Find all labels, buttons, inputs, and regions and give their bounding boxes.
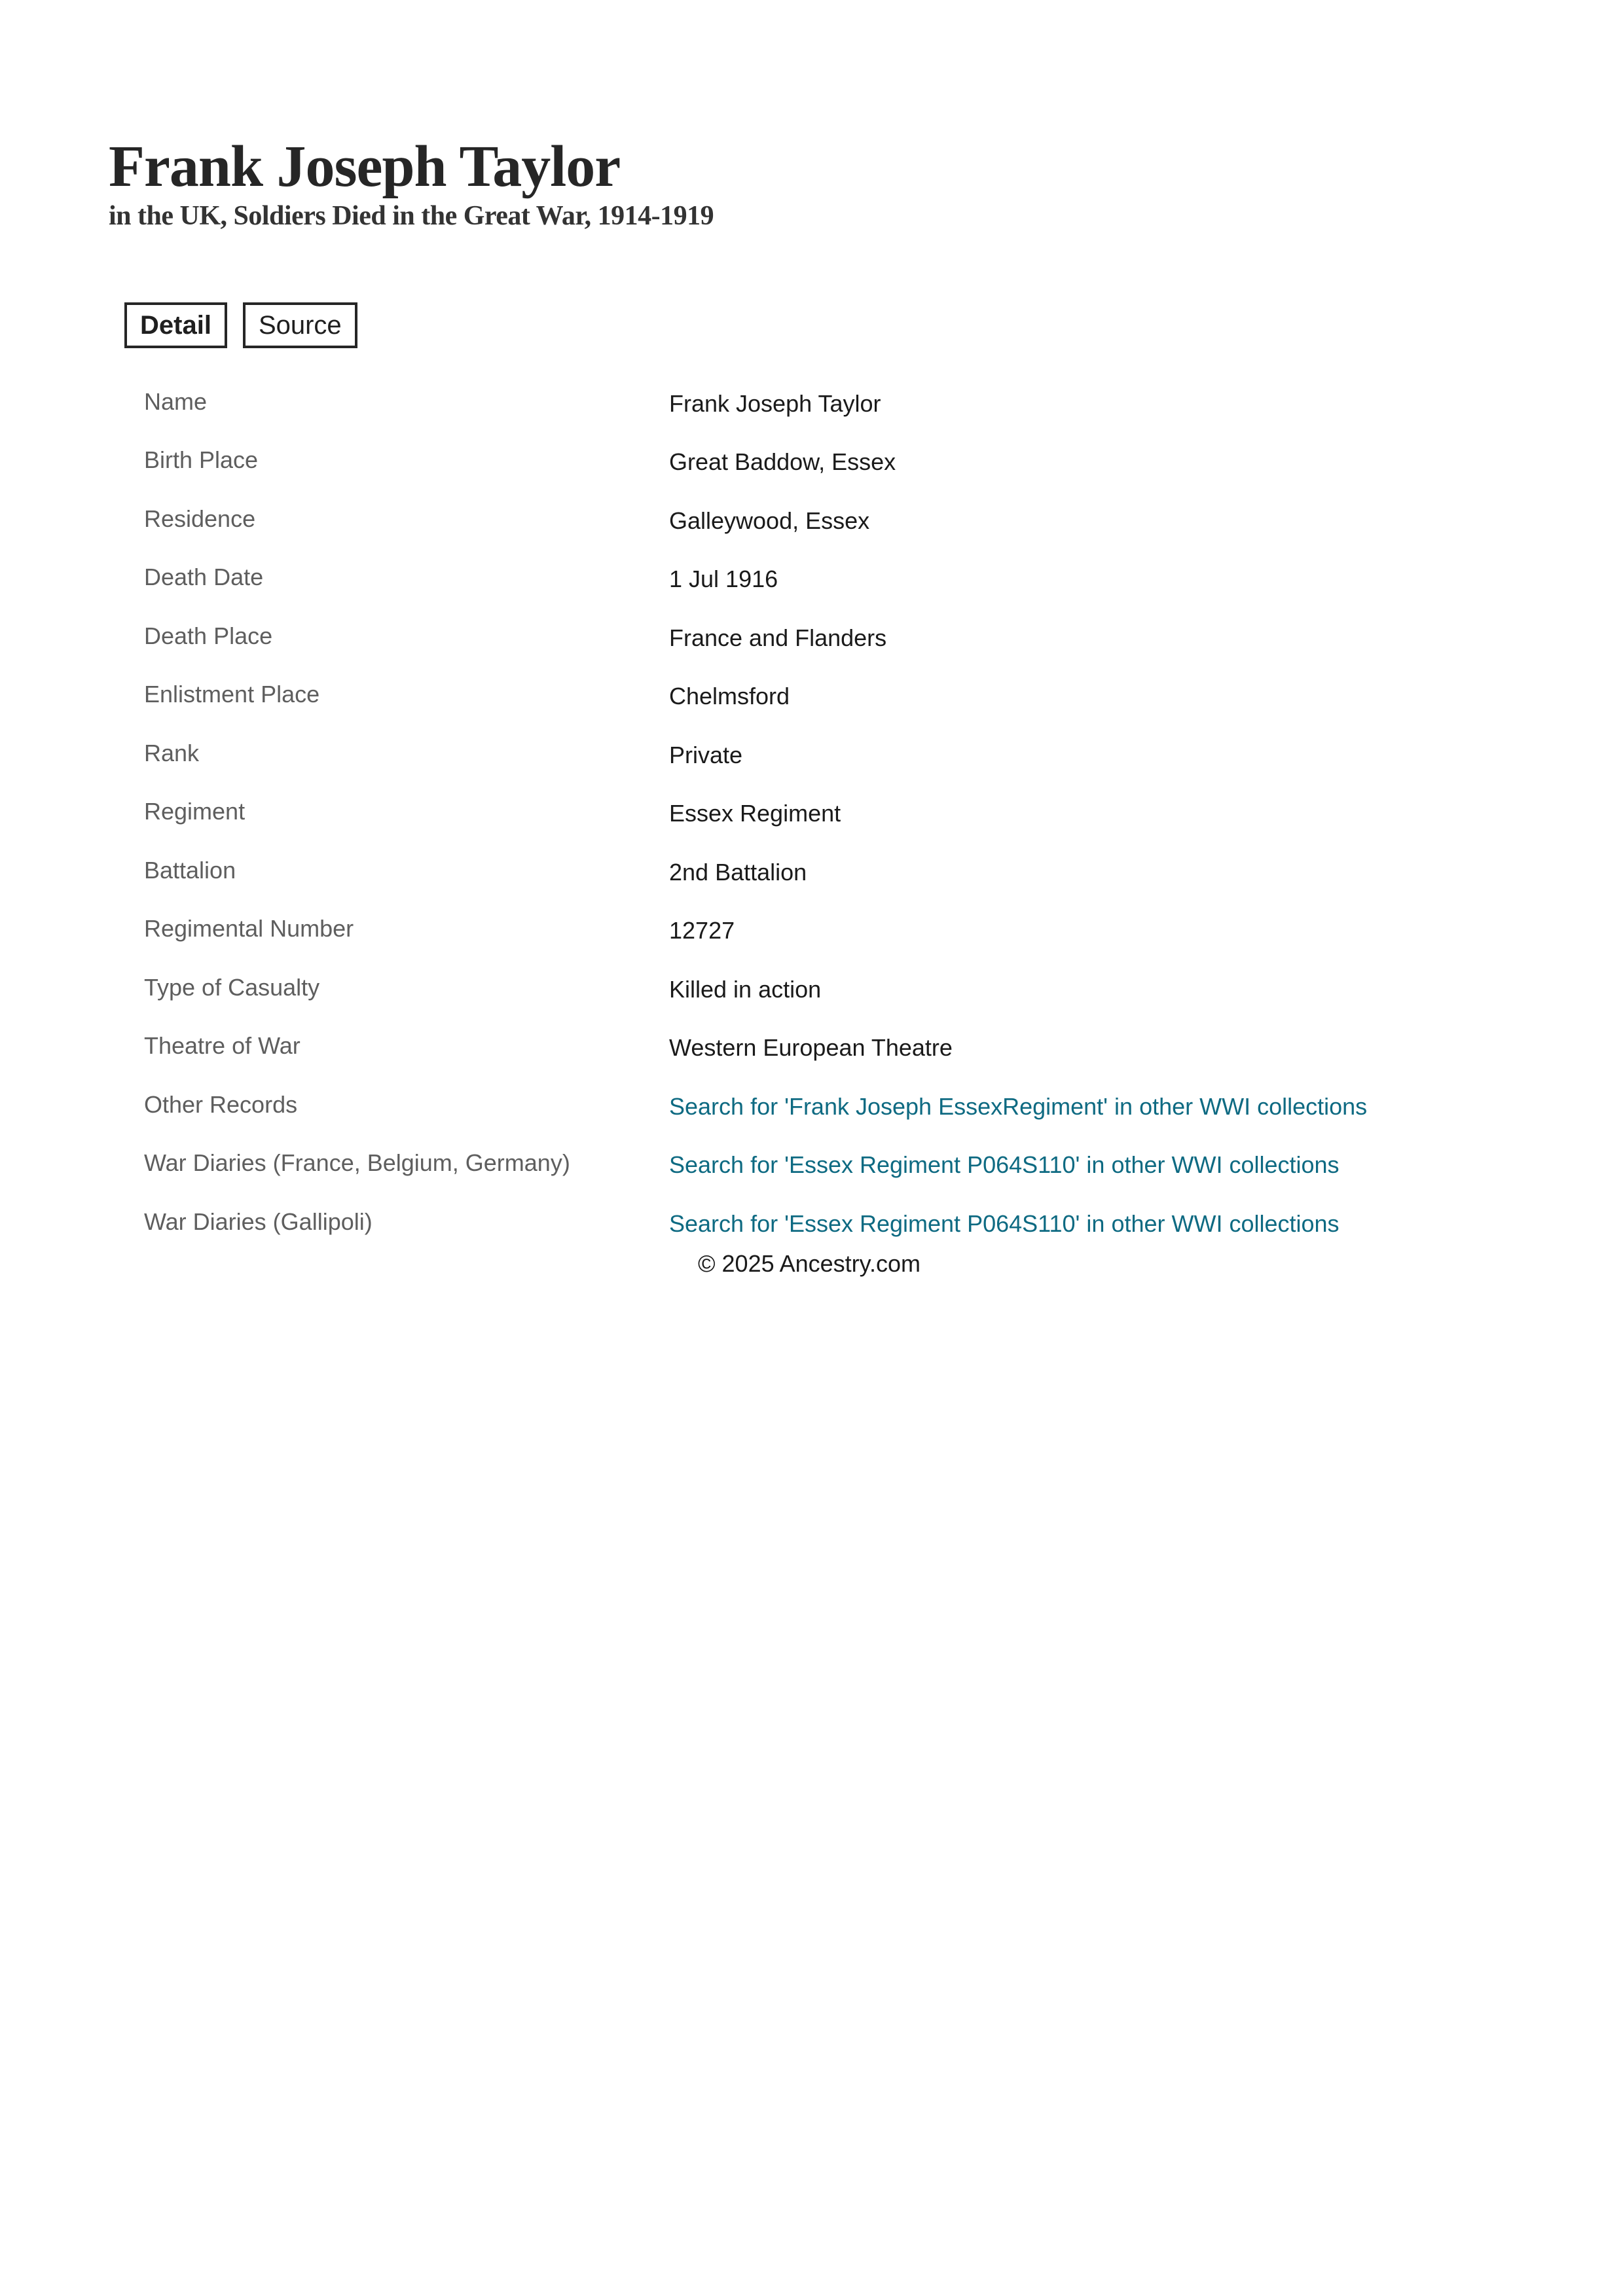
field-value: France and Flanders xyxy=(669,624,887,651)
field-value: Galleywood, Essex xyxy=(669,507,870,534)
field-value: Private xyxy=(669,741,743,768)
other-records-search-link[interactable]: Search for 'Frank Joseph EssexRegiment' in other WWI collections xyxy=(669,1092,1368,1120)
field-value: Chelmsford xyxy=(669,683,790,710)
field-label: Death Date xyxy=(144,564,264,591)
field-row-birth-place xyxy=(144,433,1453,492)
field-label: Enlistment Place xyxy=(144,681,320,708)
field-label: Other Records xyxy=(144,1090,298,1118)
field-row-regimental-number xyxy=(144,902,1453,961)
field-row-war-diaries-gallipoli xyxy=(144,1194,1453,1253)
war-diaries-france-search-link[interactable]: Search for 'Essex Regiment P064S110' in other WWI collections xyxy=(669,1151,1340,1179)
collection-subtitle: in the UK, Soldiers Died in the Great War, 1914-1919 xyxy=(109,201,714,231)
field-row-type-of-casualty xyxy=(144,960,1453,1019)
field-row-rank xyxy=(144,726,1453,785)
field-label: War Diaries (Gallipoli) xyxy=(144,1208,373,1235)
field-row-death-date xyxy=(144,550,1453,609)
field-label: Regimental Number xyxy=(144,915,354,942)
field-label: War Diaries (France, Belgium, Germany) xyxy=(144,1149,570,1177)
field-row-name xyxy=(144,374,1453,433)
field-value: Frank Joseph Taylor xyxy=(669,389,881,417)
field-label: Regiment xyxy=(144,798,246,825)
field-value: Western European Theatre xyxy=(669,1034,953,1062)
field-value: Essex Regiment xyxy=(669,800,841,827)
war-diaries-gallipoli-search-link[interactable]: Search for 'Essex Regiment P064S110' in other WWI collections xyxy=(669,1210,1340,1237)
record-tabs xyxy=(124,302,357,348)
field-label: Theatre of War xyxy=(144,1032,301,1060)
page-title: Frank Joseph Taylor xyxy=(109,134,621,199)
field-value: 1 Jul 1916 xyxy=(669,565,778,593)
record-header xyxy=(109,134,714,232)
field-row-battalion xyxy=(144,843,1453,902)
field-label: Rank xyxy=(144,739,200,766)
field-row-other-records xyxy=(144,1077,1453,1136)
tab-detail[interactable]: Detail xyxy=(124,302,227,348)
field-value: 2nd Battalion xyxy=(669,858,807,886)
field-value: Killed in action xyxy=(669,975,822,1003)
field-label: Name xyxy=(144,387,208,415)
field-row-death-place xyxy=(144,609,1453,668)
field-label: Battalion xyxy=(144,856,236,884)
field-row-residence xyxy=(144,492,1453,550)
field-row-theatre-of-war xyxy=(144,1019,1453,1078)
field-label: Death Place xyxy=(144,622,273,649)
field-label: Birth Place xyxy=(144,446,259,474)
field-value: Great Baddow, Essex xyxy=(669,448,896,476)
record-details xyxy=(144,374,1453,1253)
copyright-footer: © 2025 Ancestry.com xyxy=(698,1250,921,1277)
field-row-enlistment-place xyxy=(144,668,1453,726)
field-value: 12727 xyxy=(669,917,735,944)
field-label: Residence xyxy=(144,505,256,532)
tab-source[interactable]: Source xyxy=(243,302,357,348)
field-label: Type of Casualty xyxy=(144,973,320,1001)
field-row-war-diaries-france xyxy=(144,1136,1453,1195)
field-row-regiment xyxy=(144,785,1453,844)
